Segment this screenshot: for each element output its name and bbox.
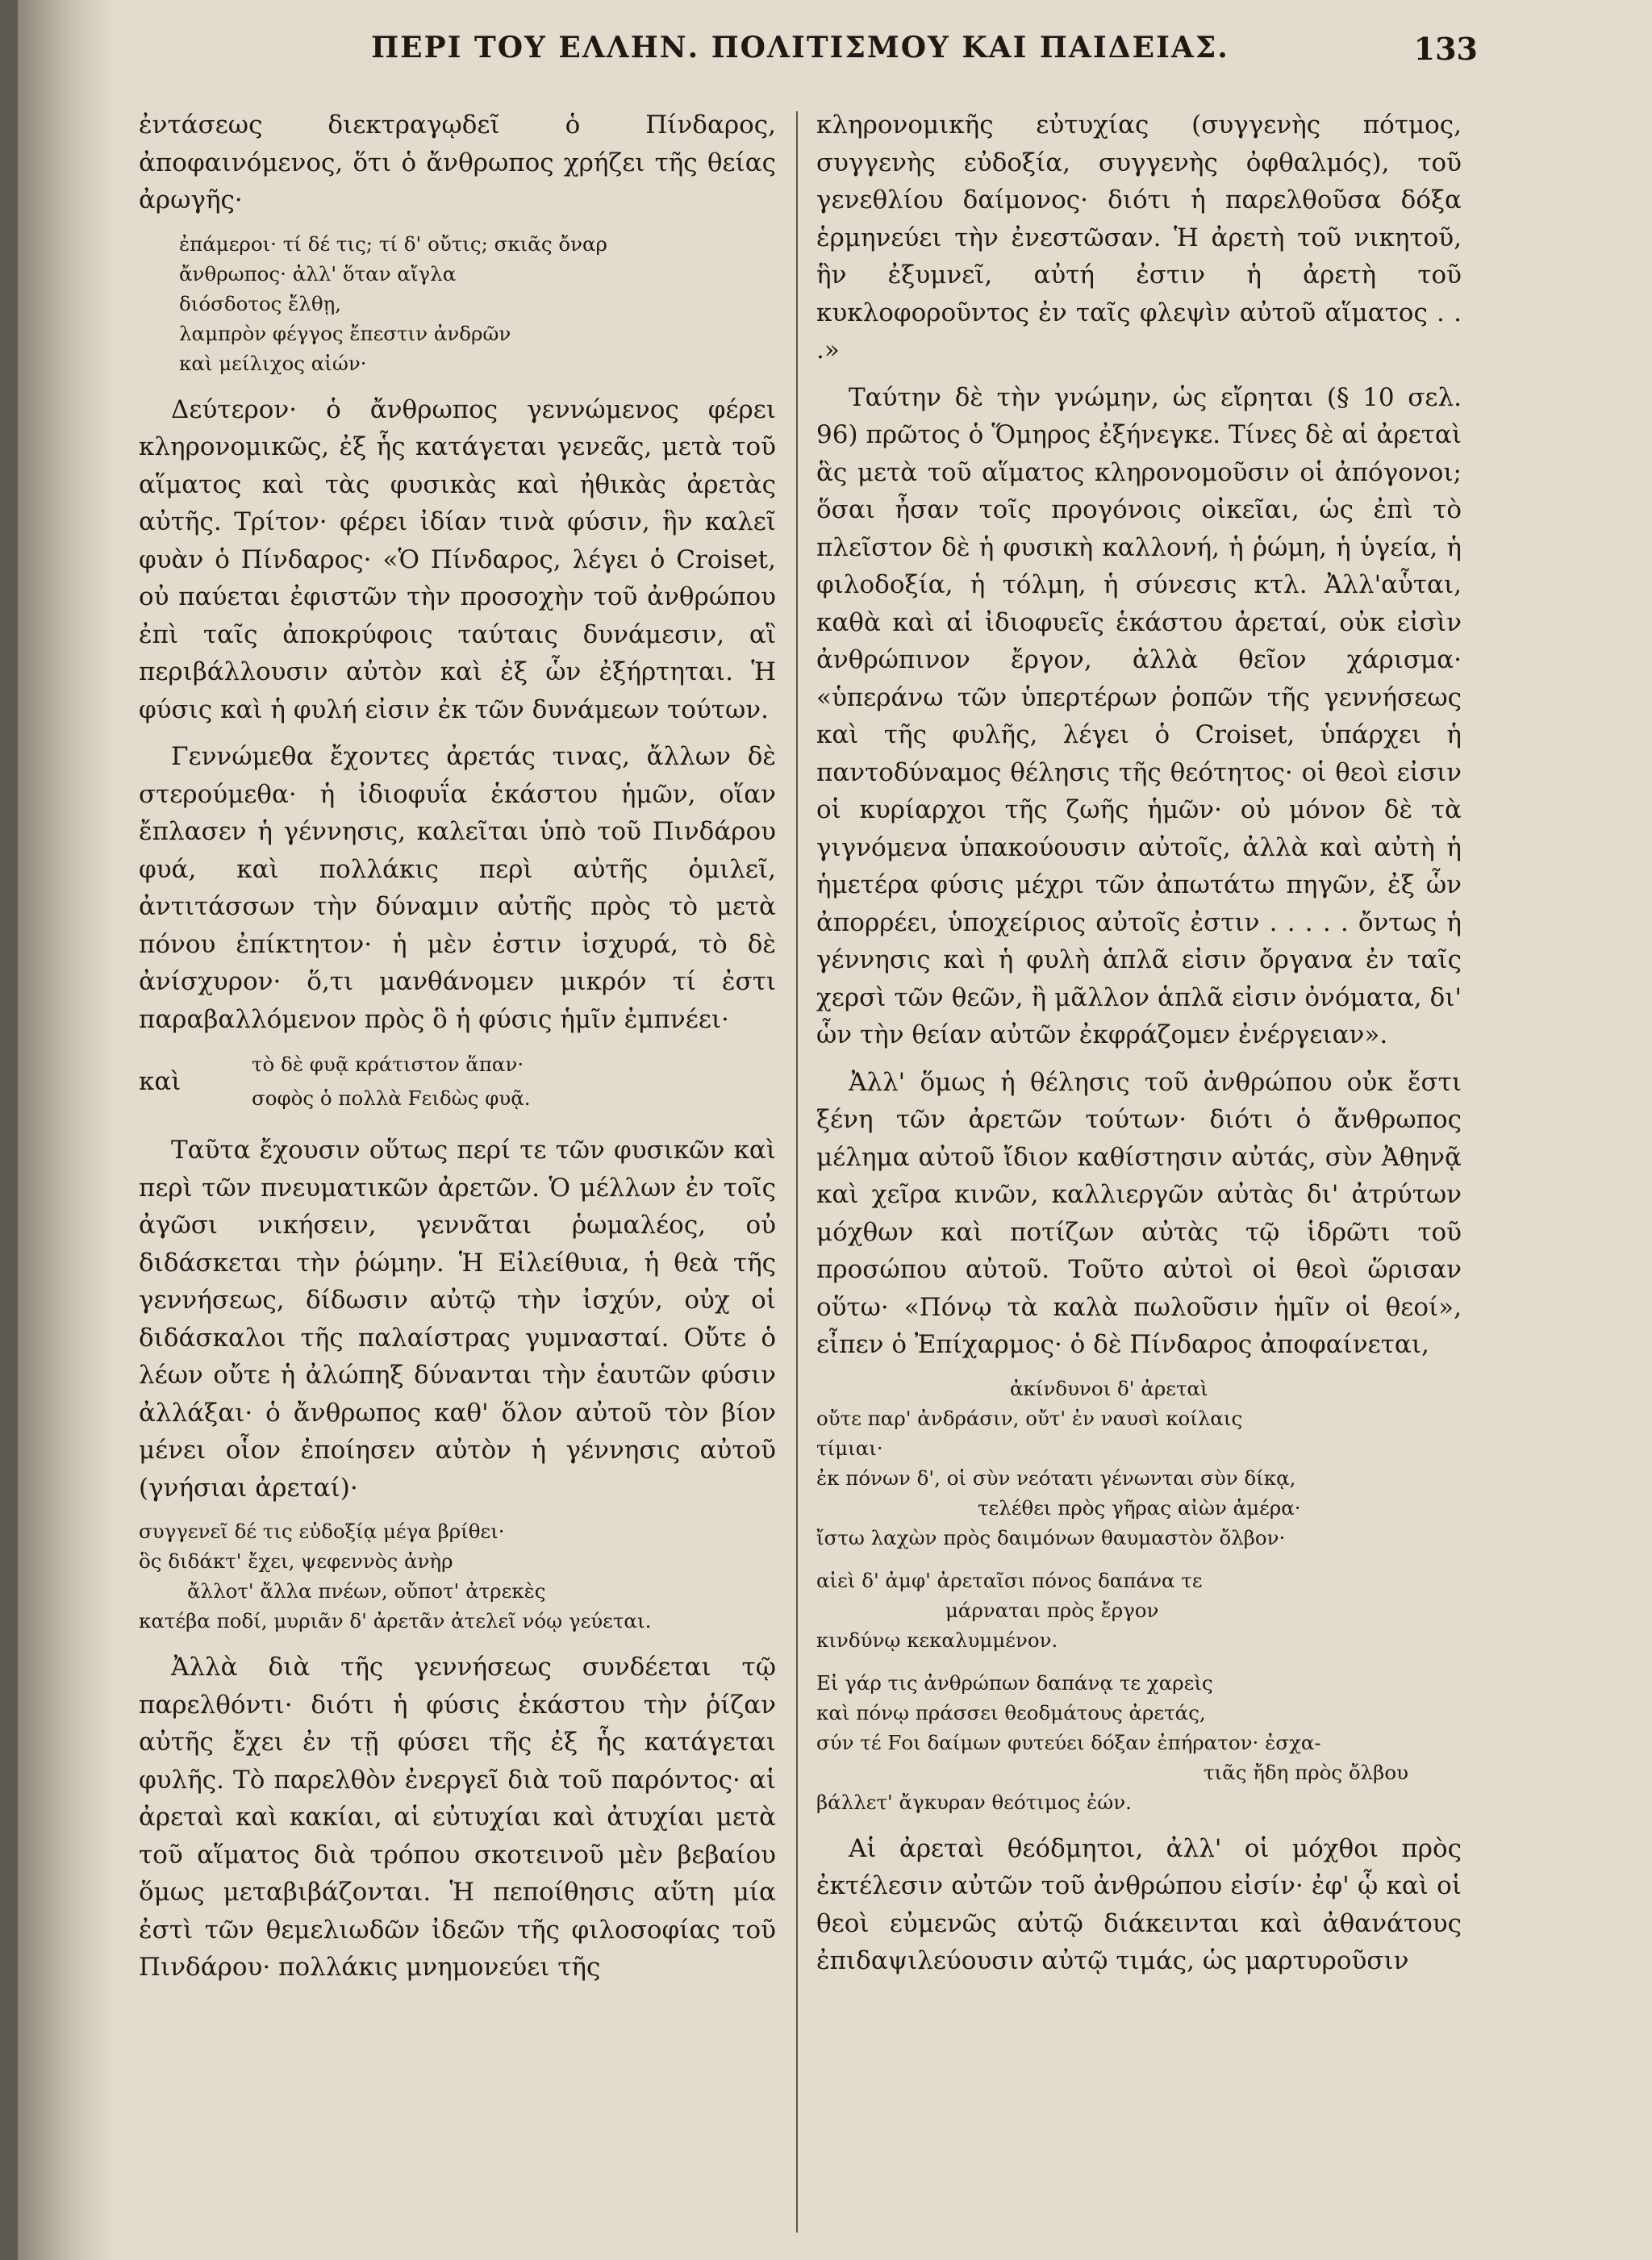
book-page: [18, 0, 1652, 2260]
verse-line: ἀκίνδυνοι δ' ἀρεταὶ: [1010, 1376, 1208, 1400]
verse-quote: [816, 1668, 1462, 1817]
verse-line: ἄνθρωπος· ἀλλ' ὅταν αἴγλα: [179, 261, 457, 286]
verse-pair: [139, 1048, 776, 1115]
column-divider: [796, 111, 798, 2233]
verse-line: καὶ μείλιχος αἰών·: [179, 351, 367, 375]
right-column: [816, 106, 1462, 1990]
verse-line: ἐκ πόνων δ', οἱ σὺν νεότατι γένωνται σὺν δίκᾳ,: [816, 1466, 1296, 1490]
verse-line: οὔτε παρ' ἀνδράσιν, οὔτ' ἐν ναυσὶ κοίλαις: [816, 1406, 1243, 1430]
verse-line: τιᾶς ἤδη πρὸς ὄλβου: [1204, 1760, 1408, 1784]
verse-line: ἐπάμεροι· τί δέ τις; τί δ' οὔτις; σκιᾶς ὄναρ: [179, 231, 607, 256]
verse-line: βάλλετ' ἄγκυραν θεότιμος ἐών.: [816, 1790, 1132, 1814]
verse-line: ἄλλοτ' ἄλλα πνέων, οὔποτ' ἀτρεκὲς: [187, 1579, 546, 1603]
running-head: ΠΕΡΙ ΤΟΥ ΕΛΛΗΝ. ΠΟΛΙΤΙΣΜΟΥ ΚΑΙ ΠΑΙΔΕΙΑΣ.: [371, 31, 1229, 65]
paragraph: κληρονομικῆς εὐτυχίας (συγγενὴς πότμος, συγγενὴς εὐδοξία, συγγενὴς ὀφθαλμός), τοῦ γενεθλίου δαίμονος· διότι ἡ παρελθοῦσα δόξα ἑρμηνεύει τὴν ἐνεστῶσαν. Ἡ ἀρετὴ τοῦ νικητοῦ, ἣν ἐξυμνεῖ, αὐτή ἐστιν ἡ ἀρετὴ τοῦ κυκλοφοροῦντος ἐν ταῖς φλεψὶν αὐτοῦ αἵματος . . .»: [816, 110, 1462, 365]
verse-line: μάρναται πρὸς ἔργον: [945, 1598, 1159, 1622]
paragraph: ἐντάσεως διεκτραγῳδεῖ ὁ Πίνδαρος, ἀποφαινόμενος, ὅτι ὁ ἄνθρωπος χρήζει τῆς θείας ἀρωγῆς·: [139, 110, 776, 215]
left-column: [139, 106, 776, 1996]
conjunction-label: καὶ: [139, 1067, 181, 1096]
verse-line: τίμιαι·: [816, 1436, 883, 1460]
verse-quote: [139, 1516, 776, 1636]
verse-quote: [816, 1374, 1462, 1553]
verse-line: Εἰ γάρ τις ἀνθρώπων δαπάνᾳ τε χαρεὶς: [816, 1670, 1213, 1695]
verse-line: τὸ δὲ φυᾷ κράτιστον ἅπαν·: [252, 1053, 524, 1076]
paragraph: Γεννώμεθα ἔχοντες ἀρετάς τινας, ἄλλων δὲ στερούμεθα· ἡ ἰδιοφυΐα ἑκάστου ἡμῶν, οἵαν ἔπλασεν ἡ γέννησις, καλεῖται ὑπὸ τοῦ Πινδάρου φυά, καὶ πολλάκις περὶ αὐτῆς ὁμιλεῖ, ἀντιτάσσων τὴν δύναμιν αὐτῆς πρὸς τὸ μετὰ πόνου ἐπίκτητον· ἡ μὲν ἐστιν ἰσχυρά, τὸ δὲ ἀνίσχυρον· ὅ,τι μανθάνομεν μικρόν τί ἐστι παραβαλλόμενον πρὸς ὃ ἡ φύσις ἡμῖν ἐμπνέει·: [139, 742, 776, 1034]
verse-line: ὃς διδάκτ' ἔχει, ψεφεννὸς ἀνὴρ: [139, 1549, 453, 1573]
binding-gutter: [18, 0, 115, 2260]
verse-line: κατέβα ποδί, μυριᾶν δ' ἀρετᾶν ἀτελεῖ νόῳ γεύεται.: [139, 1609, 652, 1632]
page-number: 133: [1413, 31, 1478, 67]
paragraph: Αἱ ἀρεταὶ θεόδμητοι, ἀλλ' οἱ μόχθοι πρὸς ἐκτέλεσιν αὐτῶν τοῦ ἀνθρώπου εἰσίν· ἐφ' ᾧ καὶ οἱ θεοὶ εὐμενῶς αὐτῷ διάκεινται καὶ ἀθανάτους ἐπιδαψιλεύουσιν αὐτῷ τιμάς, ὡς μαρτυροῦσιν: [816, 1833, 1462, 1975]
verse-line: σοφὸς ὁ πολλὰ Fειδὼς φυᾷ.: [252, 1086, 531, 1110]
page-header: [123, 31, 1478, 79]
verse-line: λαμπρὸν φέγγος ἔπεστιν ἀνδρῶν: [179, 321, 511, 345]
verse-line: συγγενεῖ δέ τις εὐδοξίᾳ μέγα βρίθει·: [139, 1520, 505, 1543]
paragraph: Ἀλλὰ διὰ τῆς γεννήσεως συνδέεται τῷ παρελθόντι· διότι ἡ φύσις ἑκάστου τὴν ῥίζαν αὐτῆς ἔχει ἐν τῇ φύσει τῆς ἐξ ἧς κατάγεται φυλῆς. Τὸ παρελθὸν ἐνεργεῖ διὰ τοῦ παρόντος· αἱ ἀρεταὶ καὶ κακίαι, αἱ εὐτυχίαι καὶ ἀτυχίαι μετὰ τοῦ αἵματος διὰ τρόπου σκοτεινοῦ μὲν βεβαίου ὅμως μεταβιβάζονται. Ἡ πεποίθησις αὕτη μία ἐστὶ τῶν θεμελιωδῶν ἰδεῶν τῆς φιλοσοφίας τοῦ Πινδάρου· πολλάκις μνημονεύει τῆς: [139, 1653, 776, 1982]
verse-line: τελέθει πρὸς γῆρας αἰὼν ἁμέρα·: [978, 1495, 1301, 1520]
paragraph: Δεύτερον· ὁ ἄνθρωπος γεννώμενος φέρει κληρονομικῶς, ἐξ ἧς κατάγεται γενεᾶς, μετὰ τοῦ αἵματος καὶ τὰς φυσικὰς καὶ ἠθικὰς ἀρετὰς αὐτῆς. Τρίτον· φέρει ἰδίαν τινὰ φύσιν, ἣν καλεῖ φυὰν ὁ Πίνδαρος· «Ὁ Πίνδαρος, λέγει ὁ Croiset, οὐ παύεται ἐφιστῶν τὴν προσοχὴν τοῦ ἀνθρώπου ἐπὶ ταῖς ἀποκρύφοις ταύταις δυνάμεσιν, αἳ περιβάλλουσιν αὐτὸν καὶ ἐξ ὧν ἐξήρτηται. Ἡ φύσις καὶ ἡ φυλή εἰσιν ἐκ τῶν δυνάμεων τούτων.: [139, 394, 776, 724]
paragraph: Ταύτην δὲ τὴν γνώμην, ὡς εἴρηται (§ 10 σελ. 96) πρῶτος ὁ Ὅμηρος ἐξήνεγκε. Τίνες δὲ αἱ ἀρεταὶ ἃς μετὰ τοῦ αἵματος κληρονομοῦσιν οἱ ἀπόγονοι; ὅσαι ἦσαν τοῖς προγόνοις οἰκεῖαι, ὡς ἐπὶ τὸ πλεῖστον δὲ ἡ φυσικὴ καλλονή, ἡ ῥώμη, ἡ ὑγεία, ἡ φιλοδοξία, ἡ τόλμη, ἡ σύνεσις κτλ. Ἀλλ'αὗται, καθὰ καὶ αἱ ἰδιοφυεῖς ἑκάστου ἀρεταί, οὐκ εἰσὶν ἀνθρώπινον ἔργον, ἀλλὰ θεῖον χάρισμα· «ὑπεράνω τῶν ὑπερτέρων ῥοπῶν τῆς γεννήσεως καὶ τῆς φυλῆς, λέγει ὁ Croiset, ὑπάρχει ἡ παντοδύναμος θέλησις τῆς θεότητος· οἱ θεοὶ εἰσιν οἱ κυρίαρχοι τῆς ζωῆς ἡμῶν· οὐ μόνον δὲ τὰ γιγνόμενα ὑπακούουσιν αὐτοῖς, ἀλλὰ καὶ αὐτὴ ἡ ἡμετέρα φύσις μέχρι τῶν ἀπωτάτω πηγῶν, ἐξ ὧν ἀπορρέει, ὑποχείριος αὐτοῖς ἐστιν . . . . . ὄντως ἡ γέννησις καὶ ἡ φυλὴ ἁπλᾶ εἰσιν ὄργανα ἐν ταῖς χερσὶ τῶν θεῶν, ἢ μᾶλλον ἁπλᾶ εἰσιν ὀνόματα, δι' ὧν τὴν θείαν αὐτῶν ἐκφράζομεν ἐνέργειαν».: [816, 382, 1462, 1049]
verse-line: ἴστω λαχὼν πρὸς δαιμόνων θαυμαστὸν ὄλβον·: [816, 1525, 1286, 1549]
verse-line: αἰεὶ δ' ἀμφ' ἀρεταῖσι πόνος δαπάνα τε: [816, 1568, 1203, 1592]
verse-quote: [816, 1566, 1462, 1655]
verse-line: σύν τέ Fοι δαίμων φυτεύει δόξαν ἐπήρατον· ἐσχα-: [816, 1730, 1321, 1754]
verse-pair-lines: [236, 1048, 531, 1115]
verse-quote: [139, 229, 776, 378]
paragraph: Ἀλλ' ὅμως ἡ θέλησις τοῦ ἀνθρώπου οὐκ ἔστι ξένη τῶν ἀρετῶν τούτων· διότι ὁ ἄνθρωπος μέλημα αὐτοῦ ἴδιον καθίστησιν αὐτάς, σὺν Ἀθηνᾷ καὶ χεῖρα κινῶν, καλλιεργῶν αὐτὰς δι' ἀτρύτων μόχθων καὶ ποτίζων αὐτὰς τῷ ἱδρῶτι τοῦ προσώπου αὐτοῦ. Τοῦτο αὐτοὶ οἱ θεοὶ ὥρισαν οὕτω· «Πόνῳ τὰ καλὰ πωλοῦσιν ἡμῖν οἱ θεοί», εἶπεν ὁ Ἐπίχαρμος· ὁ δὲ Πίνδαρος ἀποφαίνεται,: [816, 1067, 1462, 1359]
verse-line: κινδύνῳ κεκαλυμμένον.: [816, 1628, 1058, 1652]
verse-line: καὶ πόνῳ πράσσει θεοδμάτους ἀρετάς,: [816, 1700, 1206, 1724]
verse-line: διόσδοτος ἔλθῃ,: [179, 291, 342, 315]
paragraph: Ταῦτα ἔχουσιν οὕτως περί τε τῶν φυσικῶν καὶ περὶ τῶν πνευματικῶν ἀρετῶν. Ὁ μέλλων ἐν τοῖς ἀγῶσι νικήσειν, γεννᾶται ῥωμαλέος, οὐ διδάσκεται τὴν ῥώμην. Ἡ Εἰλείθυια, ἡ θεὰ τῆς γεννήσεως, δίδωσιν αὐτῷ τὴν ἰσχύν, οὐχ οἱ διδάσκαλοι τῆς παλαίστρας γυμνασταί. Οὔτε ὁ λέων οὔτε ἡ ἀλώπηξ δύνανται τὴν ἑαυτῶν φύσιν ἀλλάξαι· ὁ ἄνθρωπος καθ' ὅλον αὐτοῦ τὸν βίον μένει οἷον ἐποίησεν αὐτὸν ἡ γέννησις αὐτοῦ (γνήσιαι ἀρεταί)·: [139, 1136, 776, 1503]
